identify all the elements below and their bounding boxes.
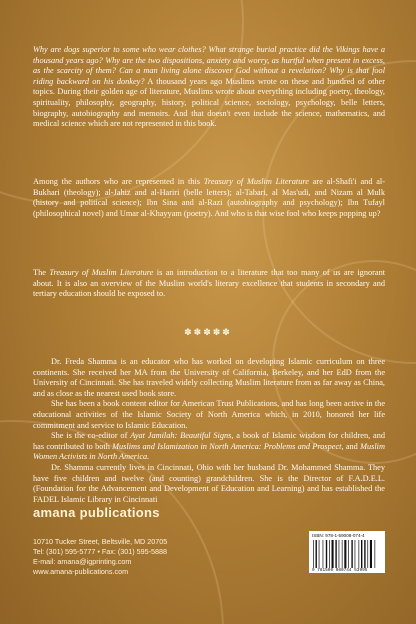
book-title-women-activists: Muslim Women Activists in North America. — [33, 441, 385, 462]
separator-ornament: ✽✽✽✽✽ — [184, 327, 232, 337]
barcode-bars — [312, 540, 382, 568]
bio-paragraph-1: Dr. Freda Shamma is an educator who has worked on developing Islamic curriculum on three continents. She received her MA from the University of California, Berkeley, and her EdD from the University of Cincinnati. She has traveled widely collecting Muslim literature from as far away as China, and as close as the nearest used book store. — [33, 357, 385, 398]
bio-paragraph-4: Dr. Shamma currently lives in Cincinnati, Ohio with her husband Dr. Mohammed Shamma. They have five children and twelve (and counting) grandchildren. She is the Director of F.A.D.E.L. (Foundation for the Advancement and Development of Education and Learning) and has established the FADEL Islamic Library in Cincinnati — [33, 462, 385, 504]
book-title: Treasury of Muslim Literature — [49, 268, 154, 277]
authors-list: are al-Shafi'i and al-Bukhari (theology); al-Jahiz and al-Hariri (belle letters); al-Tabari, al Mas'udi, and Nizam al Mulk (history and political science); Ibn Sina and al-Razi (autobiography and psychology); Ibn Tufayl (philosophical novel) and Umar al-Khayyam (poetry). And who is that wise fool who keeps popping up? — [33, 177, 385, 218]
isbn-barcode — [309, 531, 385, 573]
book-title-islamization: Muslims and Islamization in North America: Problems and Prospect — [112, 441, 342, 451]
book-title: Treasury of Muslim Literature — [203, 177, 309, 186]
isbn-label: ISBN: 978-1-59008-074-4 — [312, 533, 365, 538]
bio-p3-and: , and — [341, 441, 358, 451]
publisher-email: E-mail: amana@igprinting.com — [33, 557, 132, 566]
blurb-paragraph — [33, 45, 385, 130]
barcode-number — [312, 568, 382, 573]
intro-text: is an introduction to a literature that too many of us are ignorant about. It is also an overview of the Muslim world's literary excellence that students in secondary and tertiary education should be exposed to. — [33, 268, 386, 299]
publisher-website: www.amana-publications.com — [33, 567, 129, 576]
bio-paragraph-3 — [33, 431, 385, 463]
bio-p3-mid: , a book of Islamic wisdom for children, and has contributed to both — [33, 431, 385, 451]
publisher-contact — [33, 537, 167, 577]
publisher-logo: amana publications — [33, 505, 160, 520]
blurb-questions: Why are dogs superior to some who wear clothes? What strange burial practice did the Vikings have a thousand years ago? Why are the two dispositions, anxiety and worry, as hurtful when present in excess, as the scarcity of them? Can a man living alone discover God without a revelation? Why is that fool riding backward on his donkey? — [33, 45, 385, 86]
bio-paragraph-2: She has been a book content editor for American Trust Publications, and has long been active in the educational activities of the Islamic Society of North America which, in 2010, honored her life commitment and service to Islamic Education. — [33, 399, 385, 430]
authors-paragraph — [33, 177, 385, 219]
publisher-address: 10710 Tucker Street, Beltsville, MD 20705 — [33, 537, 168, 546]
author-bio — [33, 357, 385, 505]
barcode-digits: 9 781590 080744 — [312, 568, 352, 573]
book-title-ayat: Ayat Jamilah: Beautiful Signs — [130, 431, 232, 441]
intro-lead: The — [33, 268, 46, 277]
blurb-body: A thousand years ago Muslims wrote on these and hundred of other topics. During their golden age of literature, Muslims wrote about everything including poetry, theology, spirituality, philosophy, geography, history, political science, sociology, psychology, belle letters, biography, autobiography and memoirs. And that doesn't even include the science, mathematics, and medical science which are not represented in this book. — [33, 76, 385, 129]
bio-p3-lead: She is the co-editor of — [51, 431, 128, 441]
barcode-price-code: 53995 — [354, 568, 368, 573]
publisher-phone: Tel: (301) 595-5777 • Fax: (301) 595-5888 — [33, 547, 167, 556]
intro-paragraph — [33, 268, 385, 300]
authors-lead: Among the authors who are represented in this — [33, 177, 200, 186]
